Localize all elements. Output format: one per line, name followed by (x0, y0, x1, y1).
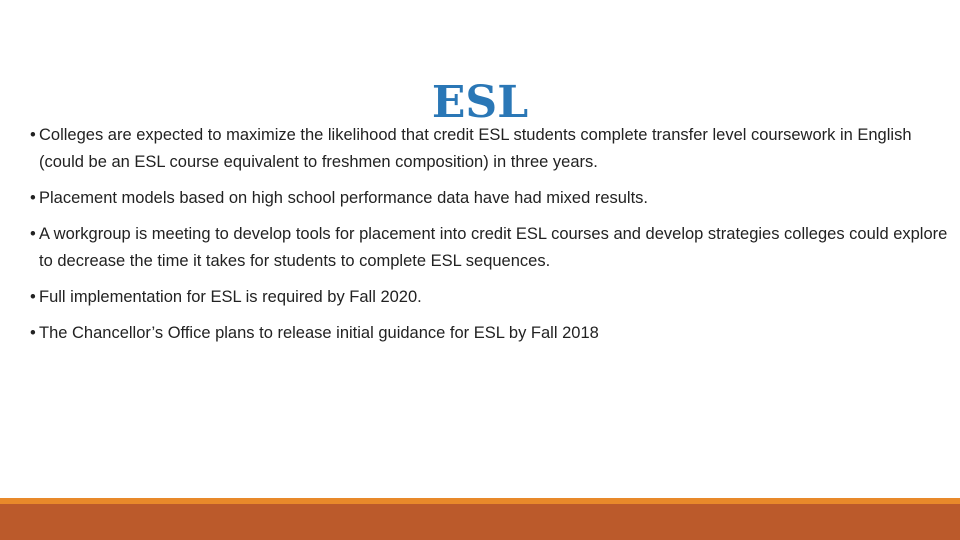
bullet-text: Placement models based on high school performance data have had mixed results. (39, 189, 649, 207)
bullet-icon: • (30, 288, 36, 306)
bullet-icon: • (30, 225, 36, 243)
bullet-item (30, 320, 955, 347)
bullet-item (30, 221, 955, 275)
slide-title: ESL (431, 77, 529, 128)
bullet-icon: • (30, 189, 36, 207)
bullet-item (30, 284, 955, 311)
bullet-text: A workgroup is meeting to develop tools for placement into credit ESL courses and develop strategies colleges could explore to decrease the time it takes for students to complete ESL sequences. (39, 225, 948, 270)
footer-bar (0, 504, 960, 540)
bullet-text: The Chancellor’s Office plans to release initial guidance for ESL by Fall 2018 (39, 324, 599, 342)
bullet-list (30, 122, 955, 356)
bullet-text: Colleges are expected to maximize the likelihood that credit ESL students complete transfer level coursework in English (could be an ESL course equivalent to freshmen composition) in three years. (39, 126, 912, 171)
bullet-icon: • (30, 126, 36, 144)
bullet-item (30, 122, 955, 176)
bullet-icon: • (30, 324, 36, 342)
bullet-item (30, 185, 955, 212)
bullet-text: Full implementation for ESL is required by Fall 2020. (39, 288, 422, 306)
